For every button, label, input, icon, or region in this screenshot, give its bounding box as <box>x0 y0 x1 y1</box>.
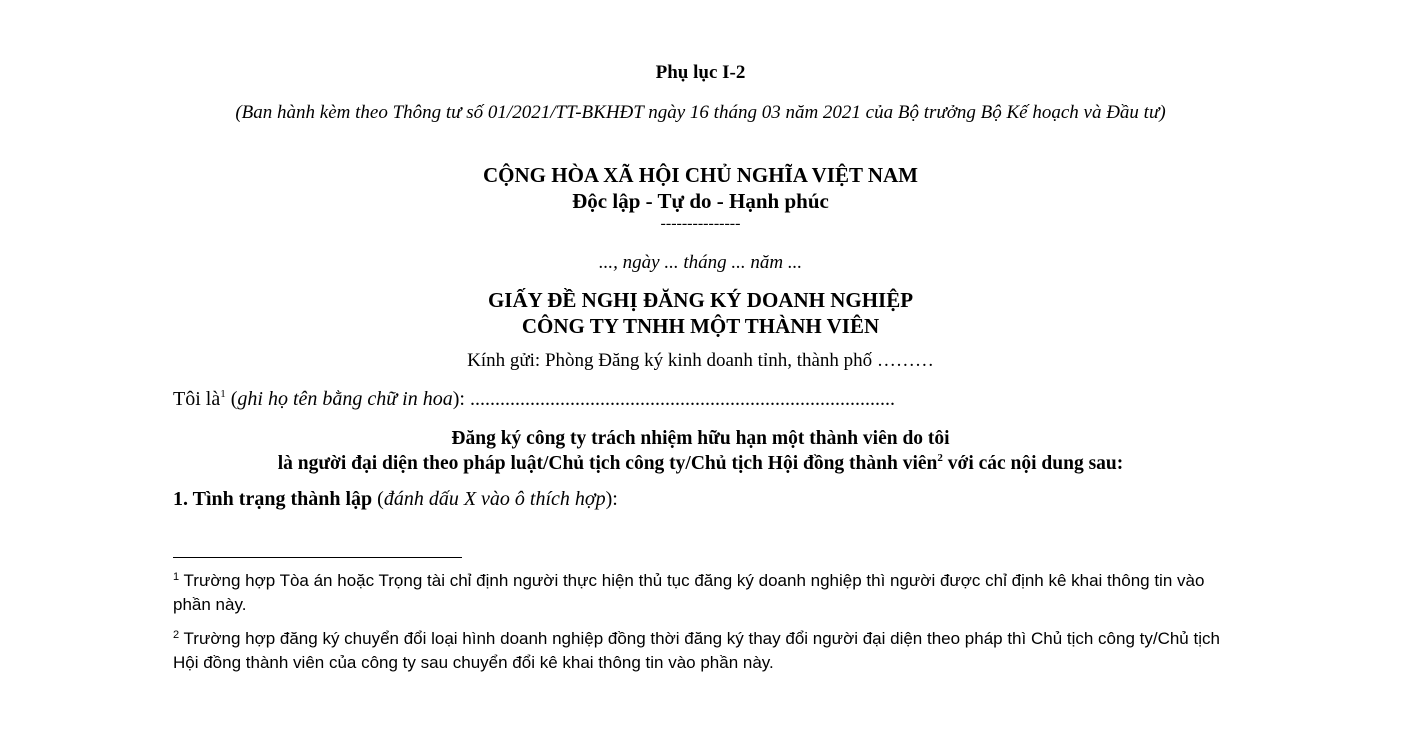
footnote-separator <box>173 557 462 558</box>
footnote-2-number: 2 <box>173 629 180 641</box>
form-title-line-2: CÔNG TY TNHH MỘT THÀNH VIÊN <box>521 314 880 338</box>
nation-name: CỘNG HÒA XÃ HỘI CHỦ NGHĨA VIỆT NAM <box>482 163 919 187</box>
date-line: ..., ngày ... tháng ... năm ... <box>598 252 803 273</box>
national-header <box>173 162 1228 214</box>
national-motto: Độc lập - Tự do - Hạnh phúc <box>572 189 829 213</box>
registration-line-2: là người đại diện theo pháp luật/Chủ tịch công ty/Chủ tịch Hội đồng thành viên$^2$ với các nội dung sau: <box>277 452 1124 474</box>
footnote-ref-2[interactable]: 2 <box>937 452 943 464</box>
header-divider: --------------- <box>660 215 741 232</box>
section-1-hint: đánh dấu X vào ô thích hợp <box>383 488 606 510</box>
declarant-hint: ghi họ tên bằng chữ in hoa <box>237 388 453 410</box>
footnote-1-number: 1 <box>173 571 180 583</box>
recipient-line: Kính gửi: Phòng Đăng ký kinh doanh tỉnh, thành phố ……… <box>467 350 934 371</box>
footnote-2-text: Trường hợp đăng ký chuyển đổi loại hình doanh nghiệp đồng thời đăng ký thay đổi người đại diện theo pháp thì Chủ tịch công ty/Chủ tịch Hội đồng thành viên của công ty sau chuyển đổi kê khai thông tin vào phần này. <box>173 629 1220 672</box>
footnote-ref-1[interactable]: 1 <box>220 388 226 400</box>
appendix-title: Phụ lục I-2 <box>655 62 746 83</box>
declarant-name-blank: ..................................................................................... <box>469 388 895 410</box>
form-title-line-1: GIẤY ĐỀ NGHỊ ĐĂNG KÝ DOANH NGHIỆP <box>487 288 914 312</box>
footnote-2 <box>173 627 1233 675</box>
registration-statement <box>173 426 1228 476</box>
declarant-label: Tôi là <box>173 388 221 410</box>
section-1-title: 1. Tình trạng thành lập <box>173 488 373 510</box>
form-title <box>173 287 1228 339</box>
declarant-line: Tôi $là^1$ (ghi họ tên bằng chữ in hoa): ..................................................................................... <box>173 388 895 410</box>
footnote-1-text: Trường hợp Tòa án hoặc Trọng tài chỉ định người thực hiện thủ tục đăng ký doanh nghiệp thì người được chỉ định kê khai thông tin vào phần này. <box>173 571 1205 614</box>
footnote-1 <box>173 569 1233 617</box>
registration-line-1: Đăng ký công ty trách nhiệm hữu hạn một thành viên do tôi <box>451 428 950 449</box>
section-1-heading: 1. Tình trạng thành lập (đánh dấu X vào ô thích hợp): <box>173 488 618 510</box>
issued-by-note: (Ban hành kèm theo Thông tư số 01/2021/TT-BKHĐT ngày 16 tháng 03 năm 2021 của Bộ trưởng Bộ Kế hoạch và Đầu tư) <box>235 102 1166 123</box>
